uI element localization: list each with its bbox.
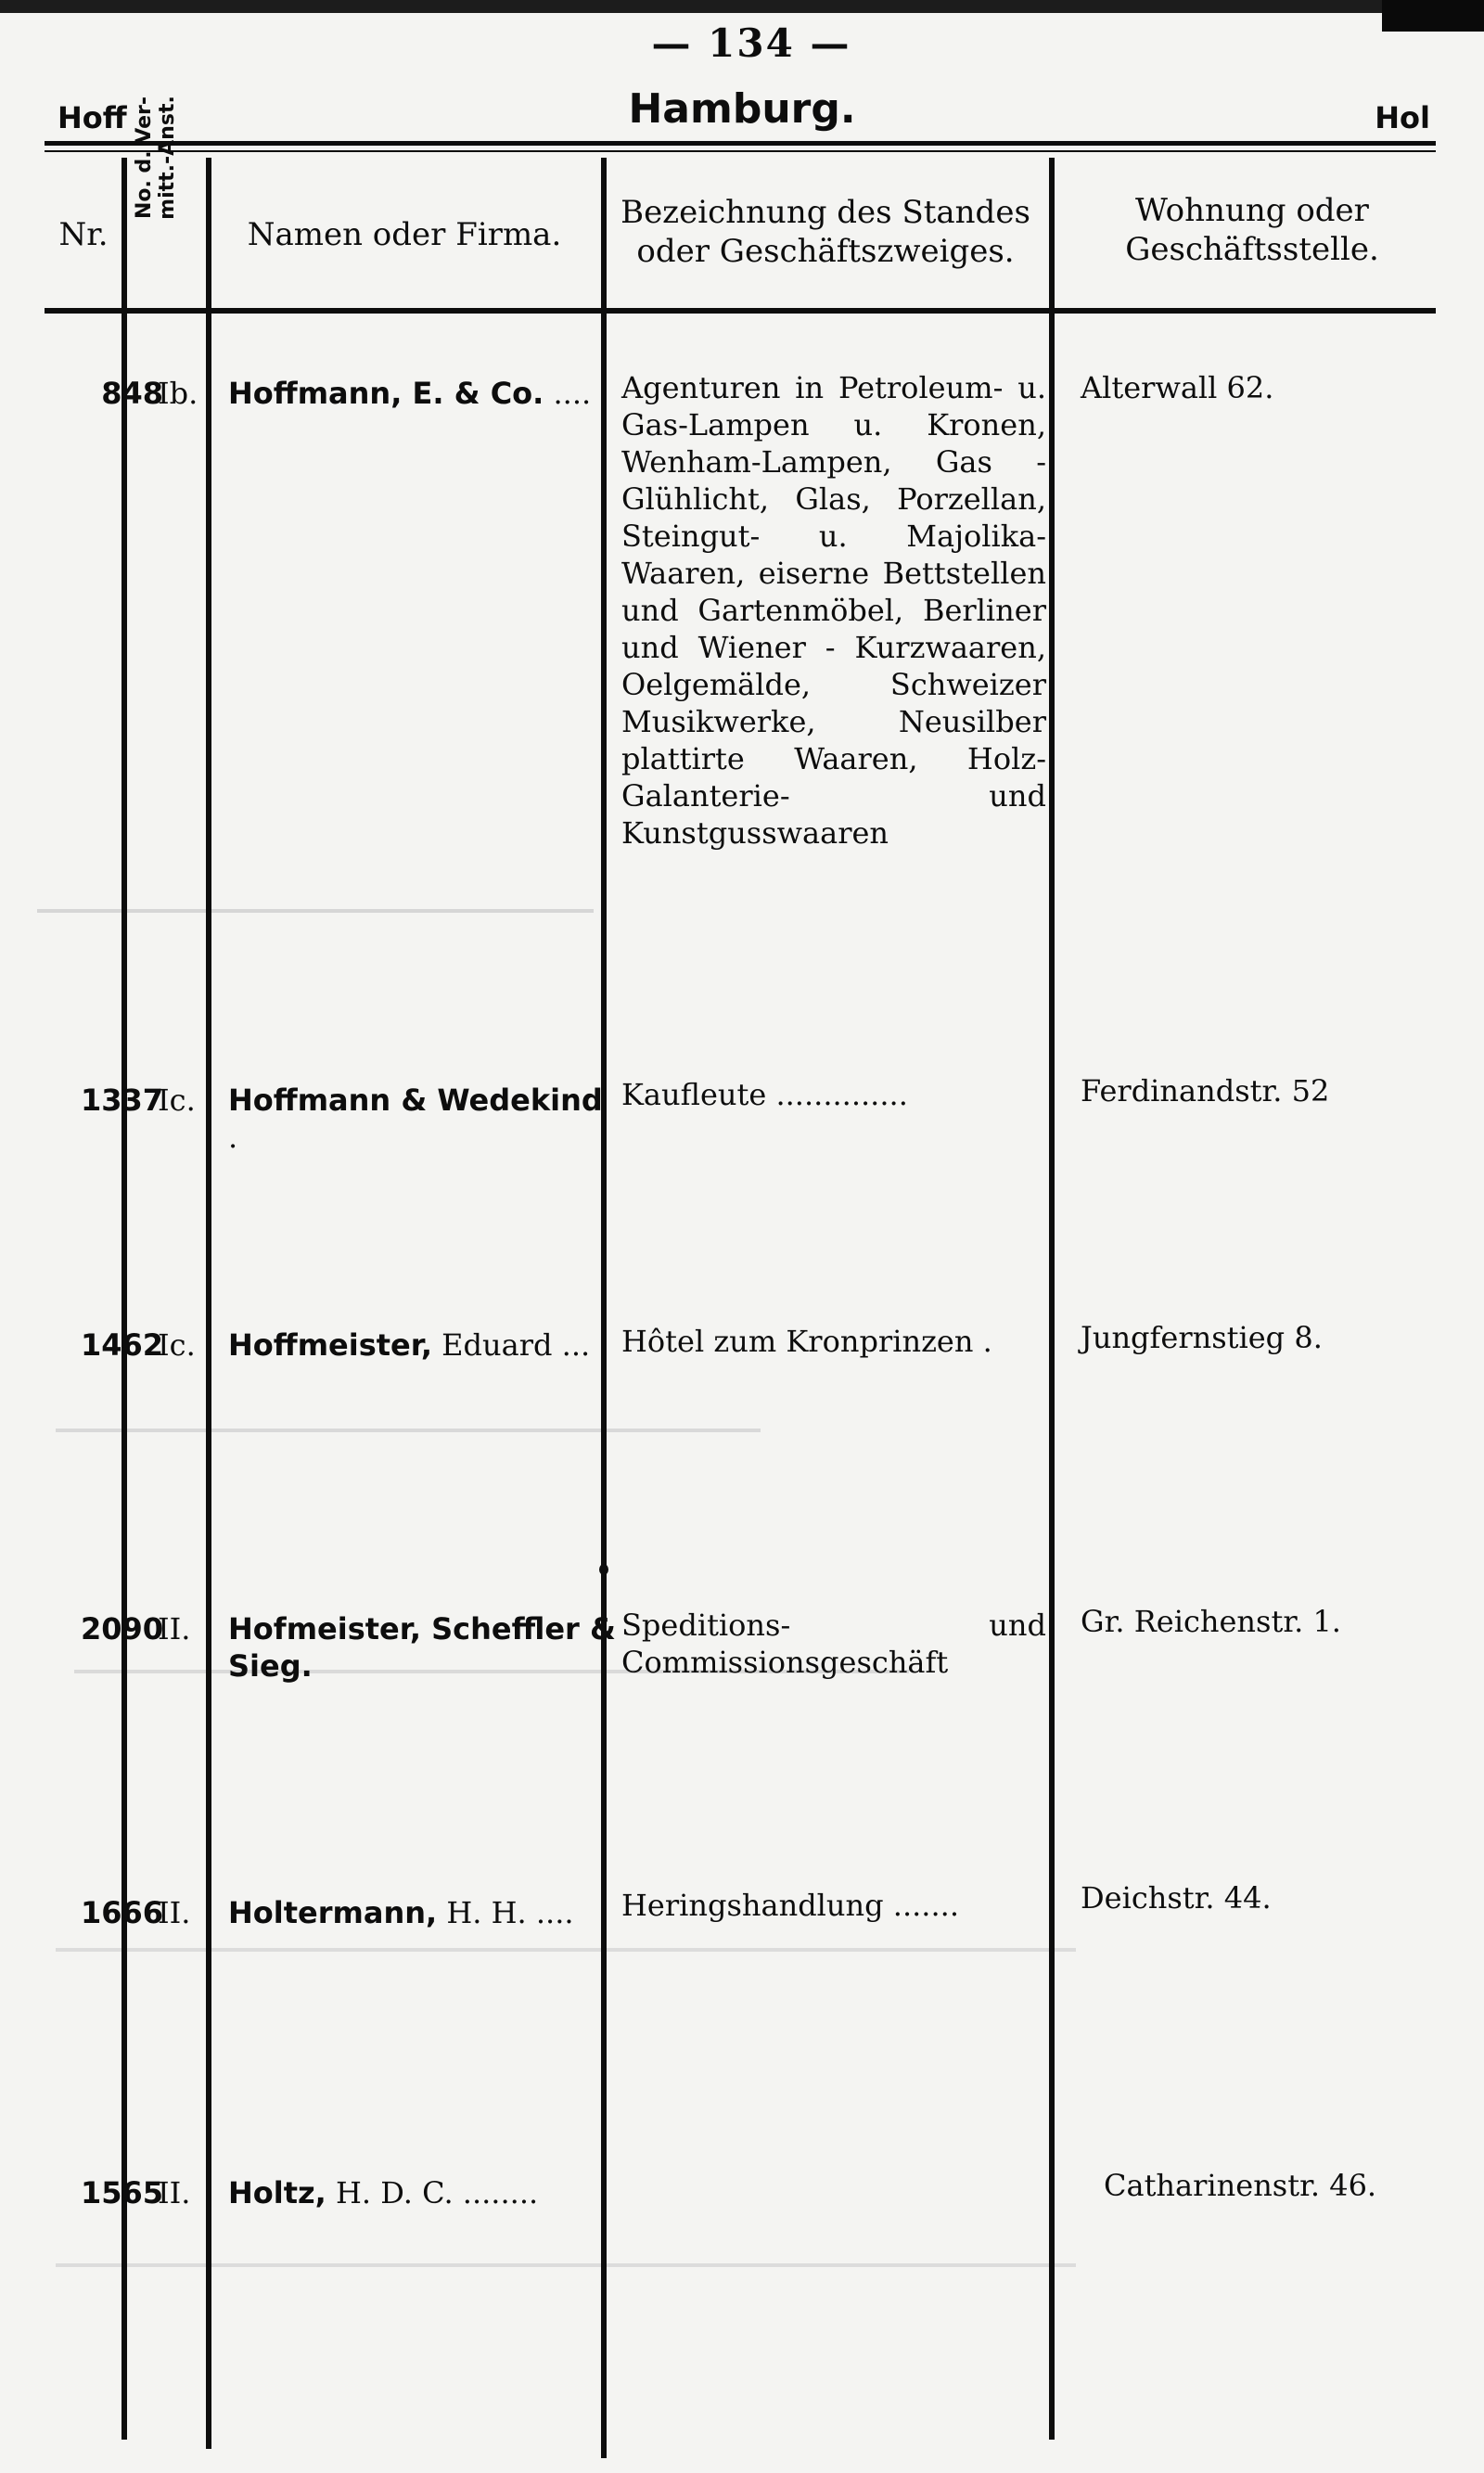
entry-class: II. bbox=[158, 1895, 191, 1930]
entry-number: 848 bbox=[101, 376, 163, 411]
page-number: — 134 — bbox=[651, 20, 851, 66]
entry-name bbox=[228, 2174, 618, 2211]
running-head-left: Hoff bbox=[58, 100, 127, 135]
column-header-business: Bezeichnung des Standes oder Geschäftszweiges. bbox=[620, 194, 1030, 270]
entry-name-bold: Hoffmeister, bbox=[228, 1327, 432, 1363]
entry-number: 2090 bbox=[80, 1611, 163, 1647]
entry-business: Agenturen in Petroleum- u. Gas-Lampen u. Kronen, Wenham-Lampen, Gas - Glühlicht, Glas, Porzellan, Steingut- u. Majolika-Waaren, eiserne Bettstellen und Gartenmöbel, Berliner und Wiener - Kurzwaaren, Oelgemälde, Schweizer Musikwerke, Neusilber plattirte Waaren, Holz-Galanterie- und Kunstgusswaaren bbox=[621, 370, 1046, 851]
entry-business: Kaufleute .............. bbox=[621, 1077, 908, 1112]
entry-name-rest: H. H. .... bbox=[437, 1895, 574, 1930]
header-bottom-rule bbox=[45, 308, 1436, 314]
entry-name bbox=[228, 1326, 618, 1364]
entry-address: Ferdinandstr. 52 bbox=[1081, 1073, 1330, 1108]
entry-class: Ic. bbox=[158, 1083, 196, 1118]
entry-number: 1666 bbox=[80, 1895, 163, 1930]
entry-name-bold: Hofmeister, Scheffler & Sieg. bbox=[228, 1611, 616, 1684]
entry-address: Jungfernstieg 8. bbox=[1081, 1320, 1323, 1355]
column-divider-2 bbox=[206, 158, 211, 2449]
entry-address: Deichstr. 44. bbox=[1081, 1880, 1272, 1916]
entry-number: 1337 bbox=[80, 1083, 163, 1118]
entry-business: Hôtel zum Kronprinzen . bbox=[621, 1324, 992, 1359]
entry-name bbox=[228, 1894, 618, 1931]
entry-class: II. bbox=[158, 1611, 191, 1647]
entry-class: Ic. bbox=[158, 1327, 196, 1363]
top-rule-thick bbox=[45, 141, 1436, 146]
entry-name bbox=[228, 1082, 618, 1156]
column-divider-4 bbox=[1049, 158, 1055, 2440]
column-header-address: Wohnung oder Geschäftsstelle. bbox=[1125, 192, 1379, 268]
entry-business: Speditions- und Commissionsgeschäft bbox=[621, 1608, 1046, 1680]
entry-name-bold: Hoffmann, E. & Co. bbox=[228, 376, 544, 411]
entry-name-rest: Eduard ... bbox=[431, 1327, 591, 1363]
entry-name bbox=[228, 1610, 618, 1685]
entry-name-bold: Holtermann, bbox=[228, 1895, 438, 1930]
running-head-right: Hol bbox=[1375, 100, 1430, 135]
column-header-class: No. d. Ver- mitt.-Anst. bbox=[133, 96, 179, 220]
entry-address: Gr. Reichenstr. 1. bbox=[1081, 1604, 1341, 1639]
scan-top-edge bbox=[0, 0, 1484, 13]
entry-address: Catharinenstr. 46. bbox=[1104, 2168, 1377, 2203]
page-title: Hamburg. bbox=[628, 85, 856, 133]
entry-name-rest: H. D. C. ........ bbox=[326, 2175, 539, 2210]
entry-name-bold: Hoffmann & Wedekind bbox=[228, 1083, 603, 1118]
entry-name-rest: .... bbox=[544, 376, 592, 411]
ink-dot bbox=[599, 1564, 608, 1575]
scan-corner-shadow bbox=[1382, 0, 1484, 32]
entry-address: Alterwall 62. bbox=[1081, 370, 1274, 405]
entry-class: Ib. bbox=[158, 376, 198, 411]
top-rule-thin bbox=[45, 150, 1436, 152]
column-header-nr: Nr. bbox=[58, 216, 109, 253]
entry-number: 1462 bbox=[80, 1327, 163, 1363]
entry-class: II. bbox=[158, 2175, 191, 2210]
column-divider-1 bbox=[122, 158, 127, 2440]
entry-name-bold: Holtz, bbox=[228, 2175, 326, 2210]
entry-name bbox=[228, 375, 618, 412]
entry-business: Heringshandlung ....... bbox=[621, 1888, 959, 1923]
column-divider-3 bbox=[601, 158, 607, 2458]
column-header-name: Namen oder Firma. bbox=[247, 216, 562, 253]
entry-number: 1565 bbox=[80, 2175, 163, 2210]
entry-name-rest: . bbox=[228, 1120, 238, 1155]
